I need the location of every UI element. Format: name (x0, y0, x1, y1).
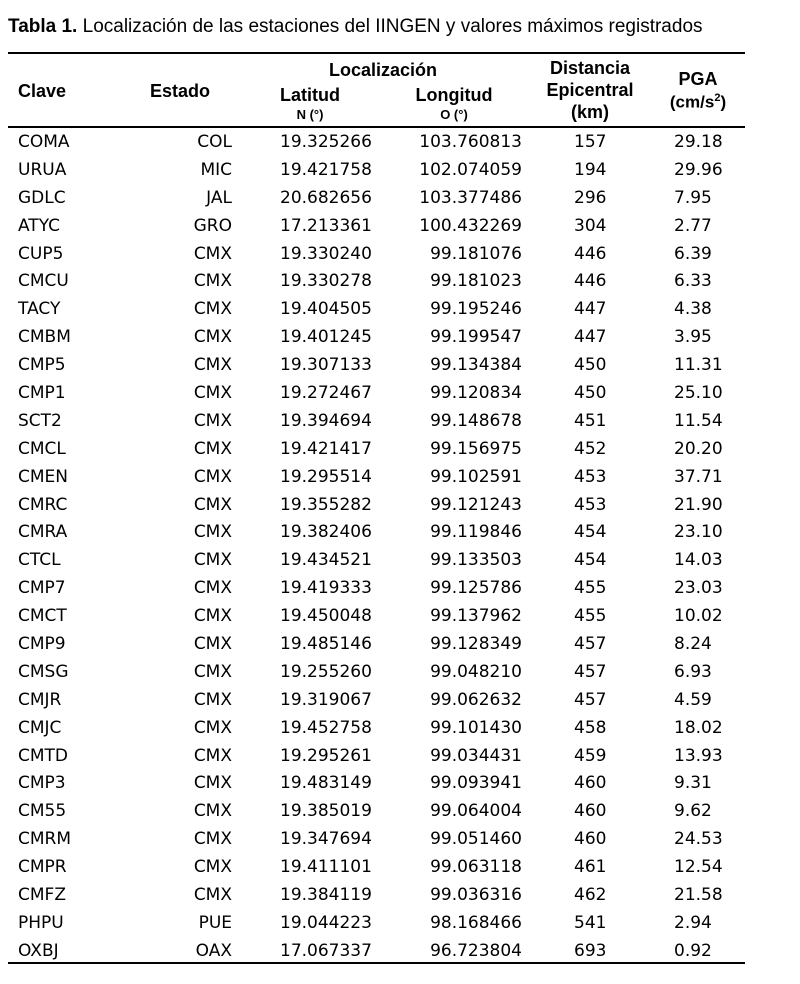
cell-distancia: 462 (574, 885, 607, 906)
table-body (0, 128, 800, 965)
cell-distancia: 457 (574, 661, 607, 682)
cell-distancia: 457 (574, 689, 607, 710)
cell-clave: CM55 (18, 801, 67, 822)
cell-longitud: 102.074059 (419, 159, 522, 180)
header-latitud: Latitud (280, 85, 340, 105)
cell-estado: CMX (193, 383, 232, 404)
cell-estado: CMX (193, 466, 232, 487)
cell-clave: CMBM (18, 327, 71, 348)
cell-distancia: 452 (574, 438, 607, 459)
cell-distancia: 454 (574, 522, 607, 543)
cell-distancia: 447 (574, 327, 607, 348)
cell-clave: TACY (18, 299, 61, 320)
cell-clave: CUP5 (18, 243, 64, 264)
cell-latitud: 19.325266 (280, 132, 372, 152)
cell-estado: MIC (200, 159, 232, 180)
cell-distancia: 455 (574, 578, 607, 599)
cell-pga: 12.54 (674, 857, 723, 878)
cell-estado: CMX (193, 271, 232, 292)
cell-longitud: 99.134384 (430, 355, 522, 376)
table-row (0, 128, 800, 156)
cell-estado: CMX (193, 578, 232, 599)
table-row (0, 323, 800, 351)
cell-latitud: 19.434521 (280, 550, 372, 571)
cell-estado: GRO (193, 215, 232, 236)
cell-longitud: 99.093941 (430, 773, 522, 794)
cell-latitud: 19.307133 (280, 355, 372, 376)
table-row (0, 351, 800, 379)
cell-estado: CMX (193, 438, 232, 459)
cell-clave: ATYC (18, 215, 61, 236)
cell-pga: 14.03 (674, 550, 723, 571)
cell-latitud: 19.385019 (280, 801, 372, 822)
cell-pga: 2.94 (674, 912, 712, 933)
table-row (0, 184, 800, 212)
cell-longitud: 99.051460 (430, 829, 522, 850)
table-row (0, 295, 800, 323)
cell-longitud: 99.062632 (430, 689, 522, 710)
cell-clave: OXBJ (18, 940, 59, 961)
cell-clave: GDLC (18, 187, 66, 208)
cell-estado: COL (197, 132, 232, 152)
cell-latitud: 19.394694 (280, 410, 372, 431)
cell-clave: CMJR (18, 689, 62, 710)
cell-distancia: 453 (574, 494, 607, 515)
table-row (0, 937, 800, 965)
cell-clave: CMP1 (18, 383, 66, 404)
table-row (0, 881, 800, 909)
cell-distancia: 693 (574, 940, 607, 961)
cell-pga: 8.24 (674, 634, 712, 655)
cell-pga: 23.10 (674, 522, 723, 543)
cell-clave: CMRA (18, 522, 68, 543)
cell-pga: 10.02 (674, 606, 723, 627)
cell-pga: 18.02 (674, 717, 723, 738)
cell-distancia: 446 (574, 271, 607, 292)
table-row (0, 491, 800, 519)
cell-longitud: 99.137962 (430, 606, 522, 627)
cell-clave: CMCT (18, 606, 67, 627)
cell-clave: CTCL (18, 550, 61, 571)
caption-text: Localización de las estaciones del IINGEN y valores máximos registrados (77, 16, 703, 37)
cell-longitud: 99.102591 (430, 466, 522, 487)
table-row (0, 686, 800, 714)
table-row (0, 797, 800, 825)
cell-distancia: 446 (574, 243, 607, 264)
table-caption (8, 16, 703, 38)
cell-pga: 24.53 (674, 829, 723, 850)
cell-pga: 4.38 (674, 299, 712, 320)
cell-clave: PHPU (18, 912, 64, 933)
cell-distancia: 460 (574, 773, 607, 794)
cell-estado: CMX (193, 550, 232, 571)
cell-latitud: 19.419333 (280, 578, 372, 599)
table-row (0, 546, 800, 574)
cell-longitud: 99.101430 (430, 717, 522, 738)
table-row (0, 156, 800, 184)
header-latitud-unit: N (°) (296, 107, 324, 122)
table-top-rule (8, 52, 745, 54)
cell-estado: CMX (193, 717, 232, 738)
cell-estado: CMX (193, 773, 232, 794)
cell-distancia: 157 (574, 132, 607, 152)
cell-clave: CMP9 (18, 634, 66, 655)
pga-unit-prefix: (cm/s (669, 92, 715, 112)
cell-clave: URUA (18, 159, 67, 180)
cell-clave: CMCL (18, 438, 66, 459)
cell-estado: CMX (193, 410, 232, 431)
cell-pga: 11.54 (674, 410, 723, 431)
table-row (0, 379, 800, 407)
table-row (0, 518, 800, 546)
cell-latitud: 19.411101 (280, 857, 372, 878)
cell-latitud: 17.067337 (280, 940, 372, 961)
cell-latitud: 19.485146 (280, 634, 372, 655)
cell-latitud: 19.401245 (280, 327, 372, 348)
cell-longitud: 99.125786 (430, 578, 522, 599)
cell-latitud: 19.347694 (280, 829, 372, 850)
cell-longitud: 99.128349 (430, 634, 522, 655)
cell-longitud: 98.168466 (430, 912, 522, 933)
cell-latitud: 19.384119 (280, 885, 372, 906)
table-row (0, 742, 800, 770)
cell-clave: CMSG (18, 661, 69, 682)
cell-longitud: 99.148678 (430, 410, 522, 431)
cell-longitud: 99.119846 (430, 522, 522, 543)
cell-latitud: 19.295261 (280, 745, 372, 766)
cell-estado: CMX (193, 661, 232, 682)
cell-latitud: 19.452758 (280, 717, 372, 738)
table-row (0, 212, 800, 240)
header-longitud-unit: O (°) (440, 107, 468, 122)
cell-longitud: 99.121243 (430, 494, 522, 515)
cell-estado: CMX (193, 494, 232, 515)
cell-latitud: 19.044223 (280, 912, 372, 933)
cell-clave: CMFZ (18, 885, 66, 906)
cell-clave: CMP3 (18, 773, 66, 794)
cell-distancia: 296 (574, 187, 607, 208)
cell-pga: 11.31 (674, 355, 723, 376)
cell-clave: SCT2 (18, 410, 62, 431)
cell-estado: JAL (206, 187, 232, 208)
cell-clave: CMCU (18, 271, 69, 292)
table-row (0, 267, 800, 295)
table-row (0, 602, 800, 630)
cell-longitud: 99.048210 (430, 661, 522, 682)
cell-clave: CMJC (18, 717, 62, 738)
table-row (0, 630, 800, 658)
cell-latitud: 19.483149 (280, 773, 372, 794)
cell-pga: 7.95 (674, 187, 712, 208)
table-row (0, 714, 800, 742)
cell-pga: 6.39 (674, 243, 712, 264)
cell-longitud: 99.195246 (430, 299, 522, 320)
cell-latitud: 20.682656 (280, 187, 372, 208)
cell-pga: 21.58 (674, 885, 723, 906)
cell-longitud: 99.181023 (430, 271, 522, 292)
cell-pga: 13.93 (674, 745, 723, 766)
cell-clave: CMEN (18, 466, 68, 487)
cell-longitud: 100.432269 (419, 215, 522, 236)
cell-pga: 4.59 (674, 689, 712, 710)
table-row (0, 769, 800, 797)
cell-longitud: 99.064004 (430, 801, 522, 822)
cell-distancia: 541 (574, 912, 607, 933)
table-row (0, 825, 800, 853)
header-longitud: Longitud (415, 85, 493, 105)
cell-longitud: 99.120834 (430, 383, 522, 404)
cell-estado: CMX (193, 634, 232, 655)
cell-longitud: 99.036316 (430, 885, 522, 906)
cell-clave: CMTD (18, 745, 69, 766)
cell-distancia: 457 (574, 634, 607, 655)
cell-distancia: 459 (574, 745, 607, 766)
cell-estado: CMX (193, 522, 232, 543)
cell-pga: 9.31 (674, 773, 712, 794)
cell-distancia: 461 (574, 857, 607, 878)
cell-pga: 2.77 (674, 215, 712, 236)
cell-estado: CMX (193, 327, 232, 348)
cell-estado: PUE (198, 912, 232, 933)
cell-latitud: 19.382406 (280, 522, 372, 543)
cell-latitud: 19.404505 (280, 299, 372, 320)
cell-longitud: 99.181076 (430, 243, 522, 264)
cell-pga: 6.33 (674, 271, 712, 292)
cell-pga: 23.03 (674, 578, 723, 599)
table-row (0, 407, 800, 435)
cell-estado: CMX (193, 857, 232, 878)
cell-estado: CMX (193, 299, 232, 320)
cell-distancia: 304 (574, 215, 607, 236)
cell-distancia: 453 (574, 466, 607, 487)
cell-latitud: 19.319067 (280, 689, 372, 710)
cell-longitud: 103.760813 (419, 132, 522, 152)
cell-longitud: 96.723804 (430, 940, 522, 961)
caption-label: Tabla 1. (8, 16, 78, 37)
cell-pga: 29.96 (674, 159, 723, 180)
header-distancia-line3: (km) (570, 102, 609, 122)
header-distancia-line1: Distancia (549, 58, 631, 78)
cell-estado: CMX (193, 829, 232, 850)
table-row (0, 463, 800, 491)
pga-unit-suffix: ) (720, 92, 727, 112)
cell-longitud: 99.156975 (430, 438, 522, 459)
table-row (0, 574, 800, 602)
cell-distancia: 450 (574, 355, 607, 376)
cell-estado: CMX (193, 745, 232, 766)
cell-pga: 29.18 (674, 132, 723, 152)
cell-clave: COMA (18, 132, 70, 152)
cell-distancia: 447 (574, 299, 607, 320)
cell-latitud: 19.295514 (280, 466, 372, 487)
cell-longitud: 99.199547 (430, 327, 522, 348)
cell-latitud: 19.421417 (280, 438, 372, 459)
cell-distancia: 460 (574, 801, 607, 822)
table-bottom-rule (8, 962, 745, 964)
header-pga-unit (650, 93, 746, 112)
cell-pga: 9.62 (674, 801, 712, 822)
cell-clave: CMPR (18, 857, 67, 878)
cell-distancia: 460 (574, 829, 607, 850)
cell-clave: CMRM (18, 829, 72, 850)
cell-distancia: 450 (574, 383, 607, 404)
cell-distancia: 458 (574, 717, 607, 738)
cell-longitud: 99.133503 (430, 550, 522, 571)
cell-estado: CMX (193, 606, 232, 627)
table-row (0, 909, 800, 937)
header-pga-line1: PGA (678, 69, 718, 89)
cell-pga: 0.92 (674, 940, 712, 961)
table-row (0, 240, 800, 268)
header-distancia-line2: Epicentral (546, 80, 634, 100)
pga-unit-exponent: 2 (714, 92, 721, 104)
cell-latitud: 19.421758 (280, 159, 372, 180)
cell-pga: 25.10 (674, 383, 723, 404)
cell-latitud: 19.355282 (280, 494, 372, 515)
cell-pga: 37.71 (674, 466, 723, 487)
cell-pga: 3.95 (674, 327, 712, 348)
cell-estado: CMX (193, 885, 232, 906)
cell-longitud: 103.377486 (419, 187, 522, 208)
cell-estado: OAX (195, 940, 232, 961)
cell-clave: CMP7 (18, 578, 66, 599)
table-row (0, 435, 800, 463)
table-row (0, 658, 800, 686)
header-clave: Clave (18, 81, 67, 101)
cell-distancia: 451 (574, 410, 607, 431)
cell-pga: 20.20 (674, 438, 723, 459)
cell-distancia: 194 (574, 159, 607, 180)
cell-latitud: 19.272467 (280, 383, 372, 404)
header-localizacion: Localización (328, 60, 438, 80)
cell-estado: CMX (193, 355, 232, 376)
cell-clave: CMRC (18, 494, 68, 515)
cell-pga: 21.90 (674, 494, 723, 515)
table-row (0, 853, 800, 881)
cell-longitud: 99.063118 (430, 857, 522, 878)
cell-estado: CMX (193, 689, 232, 710)
cell-estado: CMX (193, 243, 232, 264)
header-estado: Estado (150, 81, 211, 101)
cell-pga: 6.93 (674, 661, 712, 682)
cell-estado: CMX (193, 801, 232, 822)
cell-latitud: 19.330240 (280, 243, 372, 264)
cell-latitud: 19.330278 (280, 271, 372, 292)
cell-clave: CMP5 (18, 355, 66, 376)
cell-latitud: 19.255260 (280, 661, 372, 682)
cell-latitud: 17.213361 (280, 215, 372, 236)
cell-longitud: 99.034431 (430, 745, 522, 766)
cell-distancia: 454 (574, 550, 607, 571)
cell-distancia: 455 (574, 606, 607, 627)
cell-latitud: 19.450048 (280, 606, 372, 627)
